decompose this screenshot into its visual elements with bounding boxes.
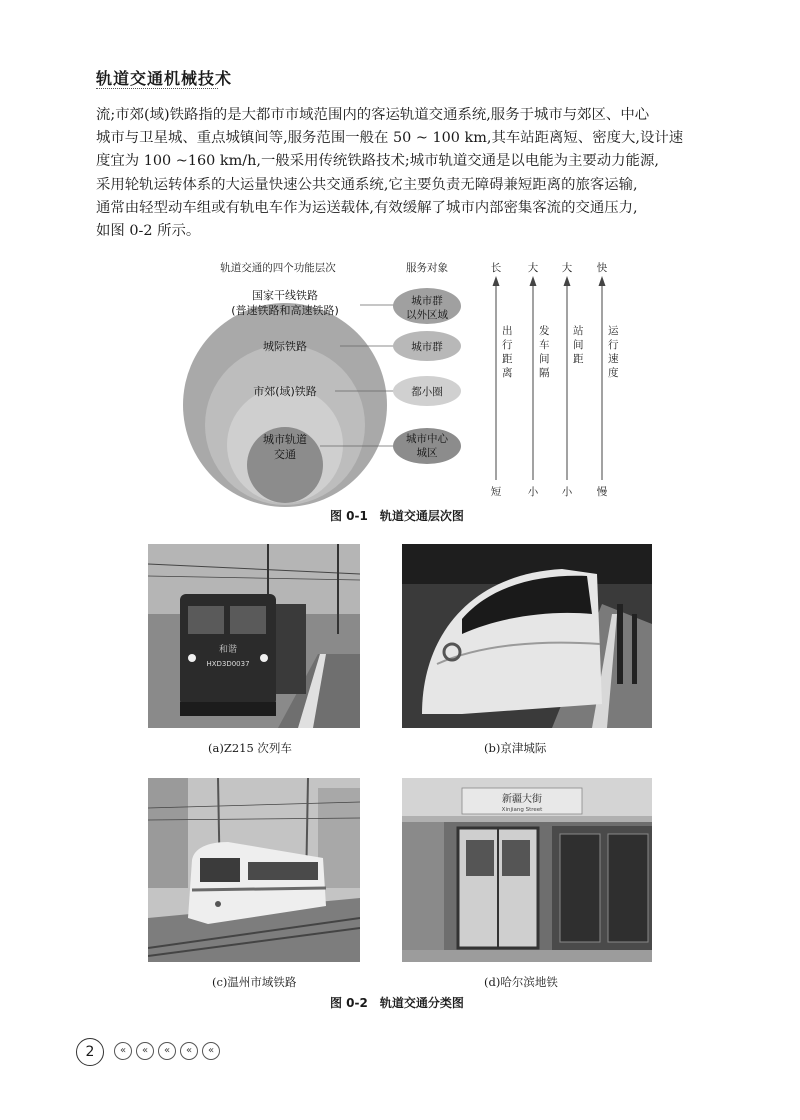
paragraph-line: 如图 0-2 所示。 — [96, 223, 201, 240]
photo-harbin-metro — [402, 778, 652, 962]
photo-wenzhou-suburban — [148, 778, 360, 962]
paragraph-line: 通常由轻型动车组或有轨电车作为运送载体,有效缓解了城市内部密集客流的交通压力, — [96, 199, 638, 216]
arrow-up-icon — [493, 276, 500, 286]
paragraph-line: 度宜为 100 ~160 km/h,一般采用传统铁路技术;城市轨道交通是以电能为主要动力能源, — [96, 153, 659, 170]
arrow-side-label: 运行速度 — [608, 325, 619, 379]
double-chevron-left-icon: « — [180, 1042, 198, 1060]
arrow-top-label: 大 — [561, 262, 573, 274]
level-label: 国家干线铁路 — [252, 289, 318, 302]
station-sign: 新疆大街 — [502, 794, 542, 805]
paragraph-line: 城市与卫星城、重点城镇间等,服务范围一般在 50 ~ 100 km,其车站距离短、密度大,设计速 — [96, 130, 684, 147]
level-label: (普速铁路和高速铁路) — [231, 304, 339, 317]
service-label: 城区 — [416, 447, 438, 459]
arrow-bottom-label: 慢 — [596, 486, 608, 498]
double-chevron-left-icon: « — [136, 1042, 154, 1060]
arrow-top-label: 长 — [490, 262, 502, 274]
running-header-title: 轨道交通机械技术 — [96, 69, 233, 88]
footer-chevrons — [114, 1042, 220, 1060]
double-chevron-left-icon: « — [202, 1042, 220, 1060]
photo-d-caption: (d)哈尔滨地铁 — [484, 975, 558, 989]
photo-z215-train — [148, 544, 360, 728]
paragraph-line: 流;市郊(域)铁路指的是大都市市域范围内的客运轨道交通系统,服务于城市与郊区、中心 — [96, 107, 650, 123]
loco-plate: HXD3D0037 — [206, 660, 250, 668]
double-chevron-left-icon: « — [158, 1042, 176, 1060]
figure-0-1-caption: 图 0-1 轨道交通层次图 — [330, 509, 464, 523]
loco-logo: 和谐 — [218, 645, 238, 655]
photo-c-caption: (c)温州市域铁路 — [212, 975, 297, 989]
arrow-up-icon — [564, 276, 571, 286]
service-label: 城市中心 — [406, 433, 448, 445]
arrow-top-label: 快 — [596, 262, 608, 274]
photo-a-caption: (a)Z215 次列车 — [208, 741, 292, 755]
levels-heading: 轨道交通的四个功能层次 — [220, 262, 336, 274]
arrow-side-label: 发车间隔 — [539, 325, 550, 379]
page-number: 2 — [76, 1038, 104, 1066]
figure-0-2-caption: 图 0-2 轨道交通分类图 — [330, 996, 464, 1010]
header-dotted-rule — [96, 88, 218, 89]
service-label: 城市群 — [411, 341, 443, 353]
photo-jingjin-intercity — [402, 544, 652, 728]
body-paragraph — [96, 104, 706, 243]
paragraph-line: 采用轮轨运转体系的大运量快速公共交通系统,它主要负责无障碍兼短距离的旅客运输, — [96, 176, 638, 193]
arrow-top-label: 大 — [527, 262, 539, 274]
level-label: 城际铁路 — [263, 340, 307, 353]
service-label: 以外区域 — [406, 309, 448, 321]
level-label: 市郊(域)铁路 — [253, 385, 317, 398]
arrow-side-label: 出行距离 — [502, 325, 513, 379]
photo-b-caption: (b)京津城际 — [484, 741, 547, 755]
service-label: 都小圈 — [411, 386, 443, 398]
service-heading: 服务对象 — [406, 262, 448, 274]
arrow-up-icon — [599, 276, 606, 286]
arrow-bottom-label: 小 — [527, 486, 539, 498]
double-chevron-left-icon: « — [114, 1042, 132, 1060]
level-label: 交通 — [274, 448, 296, 461]
station-sign-en: Xinjiang Street — [501, 807, 543, 813]
level-label: 城市轨道 — [263, 433, 307, 446]
figure-0-1-diagram — [150, 258, 670, 508]
arrow-side-label: 站间距 — [573, 325, 584, 365]
arrow-bottom-label: 短 — [490, 486, 502, 498]
arrow-up-icon — [530, 276, 537, 286]
arrow-bottom-label: 小 — [561, 486, 573, 498]
service-label: 城市群 — [411, 295, 443, 307]
